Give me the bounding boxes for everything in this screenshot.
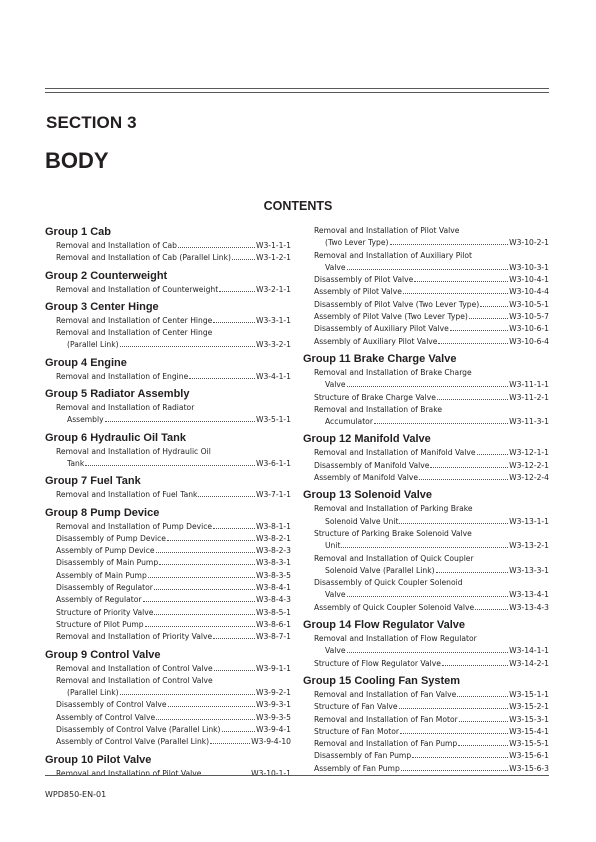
dot-leader xyxy=(156,552,255,553)
dot-leader xyxy=(143,601,255,602)
entry-text: Removal and Installation of Fan Valve xyxy=(314,689,457,699)
toc-entry[interactable] xyxy=(303,311,549,323)
dot-leader xyxy=(159,564,255,565)
page-reference: W3-5-1-1 xyxy=(255,415,291,425)
dot-leader xyxy=(419,479,508,480)
entry-text: Assembly of Fan Pump xyxy=(314,763,400,773)
dot-leader xyxy=(148,577,255,578)
entry-text: Removal and Installation of Radiator xyxy=(56,403,195,413)
entry-text: Assembly of Quick Coupler Solenoid Valve xyxy=(314,602,475,612)
group-title: Group 11 Brake Charge Valve xyxy=(303,352,457,365)
dot-leader xyxy=(154,589,255,590)
group-title: Group 10 Pilot Valve xyxy=(45,753,152,766)
entry-text: Accumulator xyxy=(325,417,373,427)
toc-group xyxy=(303,674,549,775)
entry-text: Removal and Installation of Counterweight xyxy=(56,284,219,294)
toc-entry[interactable] xyxy=(45,570,291,582)
group-title: Group 6 Hydraulic Oil Tank xyxy=(45,431,186,444)
toc-entry[interactable] xyxy=(303,299,549,311)
entry-text: Assembly of Regulator xyxy=(56,595,142,605)
toc-entry[interactable] xyxy=(303,323,549,335)
toc-entry[interactable] xyxy=(303,472,549,484)
dot-leader xyxy=(347,652,509,653)
entry-text: Removal and Installation of Manifold Valve xyxy=(314,448,476,458)
entry-text: Structure of Parking Brake Solenoid Valve xyxy=(314,528,472,538)
toc-group xyxy=(303,432,549,484)
group-title: Group 4 Engine xyxy=(45,356,127,369)
page-reference: W3-2-1-1 xyxy=(255,284,291,294)
page-reference: W3-12-2-4 xyxy=(509,473,549,483)
page-reference: W3-10-4-4 xyxy=(509,287,549,297)
dot-leader xyxy=(477,454,509,455)
toc-entry[interactable] xyxy=(45,545,291,557)
section-title: BODY xyxy=(45,148,109,173)
toc-entry[interactable] xyxy=(303,577,549,602)
entry-text: Assembly of Control Valve xyxy=(56,712,156,722)
dot-leader xyxy=(438,343,508,344)
group-title: Group 7 Fuel Tank xyxy=(45,475,141,488)
toc-group xyxy=(45,506,291,644)
page-reference: W3-15-3-1 xyxy=(509,714,549,724)
group-title: Group 12 Manifold Valve xyxy=(303,433,431,446)
toc-entry[interactable] xyxy=(45,768,291,780)
page-reference: W3-10-6-1 xyxy=(509,324,549,334)
page-reference: W3-9-2-1 xyxy=(255,688,291,698)
dot-leader xyxy=(213,322,255,323)
dot-leader xyxy=(120,694,255,695)
entry-text: Removal and Installation of Fan Motor xyxy=(314,714,458,724)
toc-entry[interactable] xyxy=(303,658,549,670)
entry-text: Assembly of Pilot Valve xyxy=(314,287,402,297)
entry-text: Structure of Fan Motor xyxy=(314,726,399,736)
toc-right-column xyxy=(303,225,549,779)
entry-text: Removal and Installation of Hydraulic Oil xyxy=(56,446,211,456)
entry-text: Disassembly of Pilot Valve xyxy=(314,275,414,285)
toc-entry[interactable] xyxy=(45,327,291,352)
toc-entry[interactable] xyxy=(45,712,291,724)
entry-text: Removal and Installation of Quick Coupler xyxy=(314,553,474,563)
entry-text: Structure of Brake Charge Valve xyxy=(314,392,436,402)
entry-text: Structure of Pilot Pump xyxy=(56,619,144,629)
toc-entry[interactable] xyxy=(45,371,291,383)
toc-left-column xyxy=(45,225,291,784)
page-reference: W3-12-1-1 xyxy=(509,448,549,458)
page-reference: W3-15-5-1 xyxy=(509,739,549,749)
page-reference: W3-8-2-1 xyxy=(255,533,291,543)
entry-text: Disassembly of Fan Pump xyxy=(314,751,412,761)
toc-entry[interactable] xyxy=(303,701,549,713)
entry-text: Disassembly of Manifold Valve xyxy=(314,460,430,470)
page-reference: W3-9-3-5 xyxy=(255,712,291,722)
group-title: Group 13 Solenoid Valve xyxy=(303,489,432,502)
page-reference: W3-3-1-1 xyxy=(255,315,291,325)
entry-text: Removal and Installation of Priority Valve xyxy=(56,632,213,642)
dot-leader xyxy=(105,421,255,422)
toc-entry[interactable] xyxy=(45,699,291,711)
entry-text: Disassembly of Pump Device xyxy=(56,533,166,543)
dot-leader xyxy=(390,244,509,245)
dot-leader xyxy=(222,731,255,732)
toc-entry[interactable] xyxy=(303,750,549,762)
page-reference: W3-13-3-1 xyxy=(509,565,549,575)
group-title: Group 1 Cab xyxy=(45,226,112,238)
page-reference: W3-8-3-1 xyxy=(255,558,291,568)
toc-entry[interactable] xyxy=(45,619,291,631)
dot-leader xyxy=(178,247,255,248)
page-reference: W3-8-2-3 xyxy=(255,546,291,556)
dot-leader xyxy=(414,281,508,282)
dot-leader xyxy=(436,572,509,573)
dot-leader xyxy=(210,743,250,744)
entry-text: Removal and Installation of Pump Device xyxy=(56,521,213,531)
dot-leader xyxy=(154,614,254,615)
toc-entry[interactable] xyxy=(303,460,549,472)
toc-entry[interactable] xyxy=(45,533,291,545)
toc-entry[interactable] xyxy=(303,225,549,250)
toc-group xyxy=(45,269,291,296)
toc-entry[interactable] xyxy=(45,557,291,569)
toc-entry[interactable] xyxy=(303,633,549,658)
page-reference: W3-15-4-1 xyxy=(509,726,549,736)
dot-leader xyxy=(347,386,509,387)
entry-text: Assembly of Manifold Valve xyxy=(314,473,419,483)
entry-text: Disassembly of Main Pump xyxy=(56,558,159,568)
dot-leader xyxy=(347,596,509,597)
dot-leader xyxy=(189,378,255,379)
page-reference: W3-9-4-10 xyxy=(251,737,291,747)
dot-leader xyxy=(400,733,508,734)
toc-entry[interactable] xyxy=(45,594,291,606)
dot-leader xyxy=(167,540,255,541)
group-title: Group 14 Flow Regulator Valve xyxy=(303,619,465,632)
entry-text: Disassembly of Auxiliary Pilot Valve xyxy=(314,324,449,334)
page-reference: W3-7-1-1 xyxy=(255,490,291,500)
dot-leader xyxy=(120,346,255,347)
toc-entry[interactable] xyxy=(303,726,549,738)
entry-text: Disassembly of Control Valve (Parallel Link) xyxy=(56,725,221,735)
entry-text: Assembly of Auxiliary Pilot Valve xyxy=(314,336,438,346)
entry-text: (Parallel Link) xyxy=(67,340,119,350)
toc-entry[interactable] xyxy=(45,446,291,471)
toc-entry[interactable] xyxy=(303,404,549,429)
dot-leader xyxy=(399,708,509,709)
dot-leader xyxy=(403,293,508,294)
page-reference: W3-13-2-1 xyxy=(509,541,549,551)
page-reference: W3-8-3-5 xyxy=(255,570,291,580)
toc-entry[interactable] xyxy=(45,736,291,748)
group-title: Group 2 Counterweight xyxy=(45,269,168,282)
toc-entry[interactable] xyxy=(45,724,291,736)
page-reference: W3-1-2-1 xyxy=(255,253,291,263)
entry-text: Disassembly of Pilot Valve (Two Lever Type) xyxy=(314,299,480,309)
page-reference: W3-15-6-3 xyxy=(509,763,549,773)
toc-entry[interactable] xyxy=(45,607,291,619)
group-title: Group 3 Center Hinge xyxy=(45,300,159,313)
toc-entry[interactable] xyxy=(303,738,549,750)
toc-group xyxy=(303,618,549,670)
toc-entry[interactable] xyxy=(303,528,549,553)
entry-text: Structure of Priority Valve xyxy=(56,607,154,617)
dot-leader xyxy=(430,467,508,468)
dot-leader xyxy=(469,318,508,319)
toc-group xyxy=(45,474,291,501)
entry-text: Valve xyxy=(325,590,346,600)
toc-entry[interactable] xyxy=(303,714,549,726)
toc-group xyxy=(45,387,291,427)
entry-text: Disassembly of Quick Coupler Solenoid xyxy=(314,578,463,588)
toc-entry[interactable] xyxy=(45,240,291,252)
toc-entry[interactable] xyxy=(303,336,549,348)
entry-text: Removal and Installation of Parking Brake xyxy=(314,504,473,514)
entry-text: Valve xyxy=(325,380,346,390)
group-title: Group 5 Radiator Assembly xyxy=(45,388,190,401)
page-reference: W3-9-3-1 xyxy=(255,700,291,710)
dot-leader xyxy=(374,423,508,424)
group-title: Group 15 Cooling Fan System xyxy=(303,674,461,687)
dot-leader xyxy=(145,626,255,627)
page-reference: W3-1-1-1 xyxy=(255,241,291,250)
entry-text: Removal and Installation of Pilot Valve xyxy=(314,226,460,235)
toc-entry[interactable] xyxy=(45,402,291,427)
toc-group xyxy=(45,356,291,383)
dot-leader xyxy=(450,330,508,331)
dot-leader xyxy=(412,757,508,758)
toc-group xyxy=(45,225,291,265)
toc-entry[interactable] xyxy=(45,252,291,264)
dot-leader xyxy=(213,638,255,639)
entry-text: Removal and Installation of Auxiliary Pilot xyxy=(314,250,472,260)
toc-group xyxy=(303,488,549,614)
entry-text: Valve xyxy=(325,646,346,656)
toc-entry[interactable] xyxy=(45,521,291,533)
page-reference: W3-8-5-1 xyxy=(255,607,291,617)
group-title: Group 8 Pump Device xyxy=(45,506,160,519)
entry-text: (Two Lever Type) xyxy=(325,238,389,248)
entry-text: Solenoid Valve (Parallel Link) xyxy=(325,565,435,575)
dot-leader xyxy=(168,706,255,707)
entry-text: Disassembly of Control Valve xyxy=(56,700,167,710)
dot-leader xyxy=(437,399,508,400)
toc-entry[interactable] xyxy=(303,250,549,275)
page-reference: W3-14-1-1 xyxy=(509,646,549,656)
contents-heading: CONTENTS xyxy=(263,199,333,213)
dot-leader xyxy=(214,670,255,671)
entry-text: Solenoid Valve Unit xyxy=(325,516,399,526)
entry-text: Assembly xyxy=(67,415,104,425)
entry-text: Removal and Installation of Center Hinge xyxy=(56,315,213,325)
toc-entry[interactable] xyxy=(303,392,549,404)
page-reference: W3-8-4-3 xyxy=(255,595,291,605)
page-reference: W3-14-2-1 xyxy=(509,658,549,668)
toc-entry[interactable] xyxy=(303,763,549,775)
page-reference: W3-13-4-3 xyxy=(509,602,549,612)
entry-text: Removal and Installation of Engine xyxy=(56,371,189,381)
entry-text: Removal and Installation of Control Valve xyxy=(56,675,213,685)
page-reference: W3-11-1-1 xyxy=(509,380,549,390)
dot-leader xyxy=(85,465,255,466)
toc-entry[interactable] xyxy=(303,602,549,614)
toc-entry[interactable] xyxy=(45,631,291,643)
entry-text: Structure of Fan Valve xyxy=(314,702,398,712)
entry-text: Assembly of Pilot Valve (Two Lever Type) xyxy=(314,312,468,322)
dot-leader xyxy=(156,719,255,720)
entry-text: Removal and Installation of Center Hinge xyxy=(56,328,213,338)
toc-entry[interactable] xyxy=(303,367,549,392)
page-reference: W3-9-1-1 xyxy=(255,663,291,673)
toc-entry[interactable] xyxy=(45,284,291,296)
toc-group xyxy=(45,300,291,352)
dot-leader xyxy=(198,496,255,497)
toc-entry[interactable] xyxy=(45,675,291,700)
dot-leader xyxy=(341,547,508,548)
dot-leader xyxy=(442,665,508,666)
page-reference: W3-15-1-1 xyxy=(509,689,549,699)
page-reference: W3-10-1-1 xyxy=(251,768,291,778)
entry-text: Disassembly of Regulator xyxy=(56,583,153,593)
page-reference: W3-13-1-1 xyxy=(509,516,549,526)
entry-text: Removal and Installation of Control Valve xyxy=(56,663,213,673)
entry-text: Assembly of Main Pump xyxy=(56,570,147,580)
page-reference: W3-11-2-1 xyxy=(509,392,549,402)
toc-entry[interactable] xyxy=(303,274,549,286)
entry-text: Removal and Installation of Fan Pump xyxy=(314,739,458,749)
footer-rule xyxy=(45,775,549,776)
toc-entry[interactable] xyxy=(45,582,291,594)
entry-text: Removal and Installation of Cab xyxy=(56,241,178,250)
toc-group xyxy=(303,225,549,348)
header-rule-thin xyxy=(45,92,549,93)
page-reference: W3-3-2-1 xyxy=(255,340,291,350)
dot-leader xyxy=(401,770,508,771)
page-reference: W3-15-2-1 xyxy=(509,702,549,712)
dot-leader xyxy=(399,523,508,524)
page-reference: W3-10-2-1 xyxy=(509,238,549,248)
dot-leader xyxy=(347,269,509,270)
page-reference: W3-12-2-1 xyxy=(509,460,549,470)
entry-text: Removal and Installation of Pilot Valve xyxy=(56,768,202,778)
toc-entry[interactable] xyxy=(303,286,549,298)
dot-leader xyxy=(459,721,508,722)
dot-leader xyxy=(219,291,255,292)
page-reference: W3-10-3-1 xyxy=(509,262,549,272)
entry-text: Removal and Installation of Flow Regulator xyxy=(314,634,477,644)
page-reference: W3-13-4-1 xyxy=(509,590,549,600)
entry-text: Tank xyxy=(67,458,85,468)
page-reference: W3-8-4-1 xyxy=(255,583,291,593)
toc-group xyxy=(303,352,549,428)
dot-leader xyxy=(475,609,508,610)
page-reference: W3-8-6-1 xyxy=(255,619,291,629)
entry-text: Removal and Installation of Cab (Parallel Link) xyxy=(56,253,231,263)
toc-entry[interactable] xyxy=(303,689,549,701)
page-reference: W3-4-1-1 xyxy=(255,371,291,381)
toc-entry[interactable] xyxy=(303,503,549,528)
page-reference: W3-9-4-1 xyxy=(255,725,291,735)
page-reference: W3-15-6-1 xyxy=(509,751,549,761)
toc-group xyxy=(45,648,291,749)
entry-text: Unit xyxy=(325,541,341,551)
dot-leader xyxy=(457,696,508,697)
dot-leader xyxy=(213,528,255,529)
entry-text: Removal and Installation of Fuel Tank xyxy=(56,490,198,500)
page-reference: W3-10-5-1 xyxy=(509,299,549,309)
dot-leader xyxy=(232,259,255,260)
entry-text: Structure of Flow Regulator Valve xyxy=(314,658,441,668)
toc-entry[interactable] xyxy=(45,315,291,327)
section-label: SECTION 3 xyxy=(46,113,137,132)
page-reference: W3-11-3-1 xyxy=(509,417,549,427)
toc-entry[interactable] xyxy=(45,663,291,675)
page-reference: W3-10-6-4 xyxy=(509,336,549,346)
header-rule-thick xyxy=(45,88,549,89)
page-reference: W3-10-5-7 xyxy=(509,312,549,322)
group-title: Group 9 Control Valve xyxy=(45,648,161,661)
entry-text: Removal and Installation of Brake Charge xyxy=(314,367,472,377)
entry-text: Valve xyxy=(325,262,346,272)
page-reference: W3-8-1-1 xyxy=(255,521,291,531)
page-reference: W3-6-1-1 xyxy=(255,458,291,468)
document-code: WPD850-EN-01 xyxy=(45,790,107,799)
page-reference: W3-10-4-1 xyxy=(509,275,549,285)
entry-text: Assembly of Control Valve (Parallel Link) xyxy=(56,737,210,747)
toc-entry[interactable] xyxy=(45,489,291,501)
dot-leader xyxy=(480,306,508,307)
toc-group xyxy=(45,431,291,471)
toc-entry[interactable] xyxy=(303,447,549,459)
page-reference: W3-8-7-1 xyxy=(255,632,291,642)
entry-text: Removal and Installation of Brake xyxy=(314,404,443,414)
toc-entry[interactable] xyxy=(303,553,549,578)
dot-leader xyxy=(458,745,508,746)
entry-text: (Parallel Link) xyxy=(67,688,119,698)
entry-text: Assembly of Pump Device xyxy=(56,546,155,556)
